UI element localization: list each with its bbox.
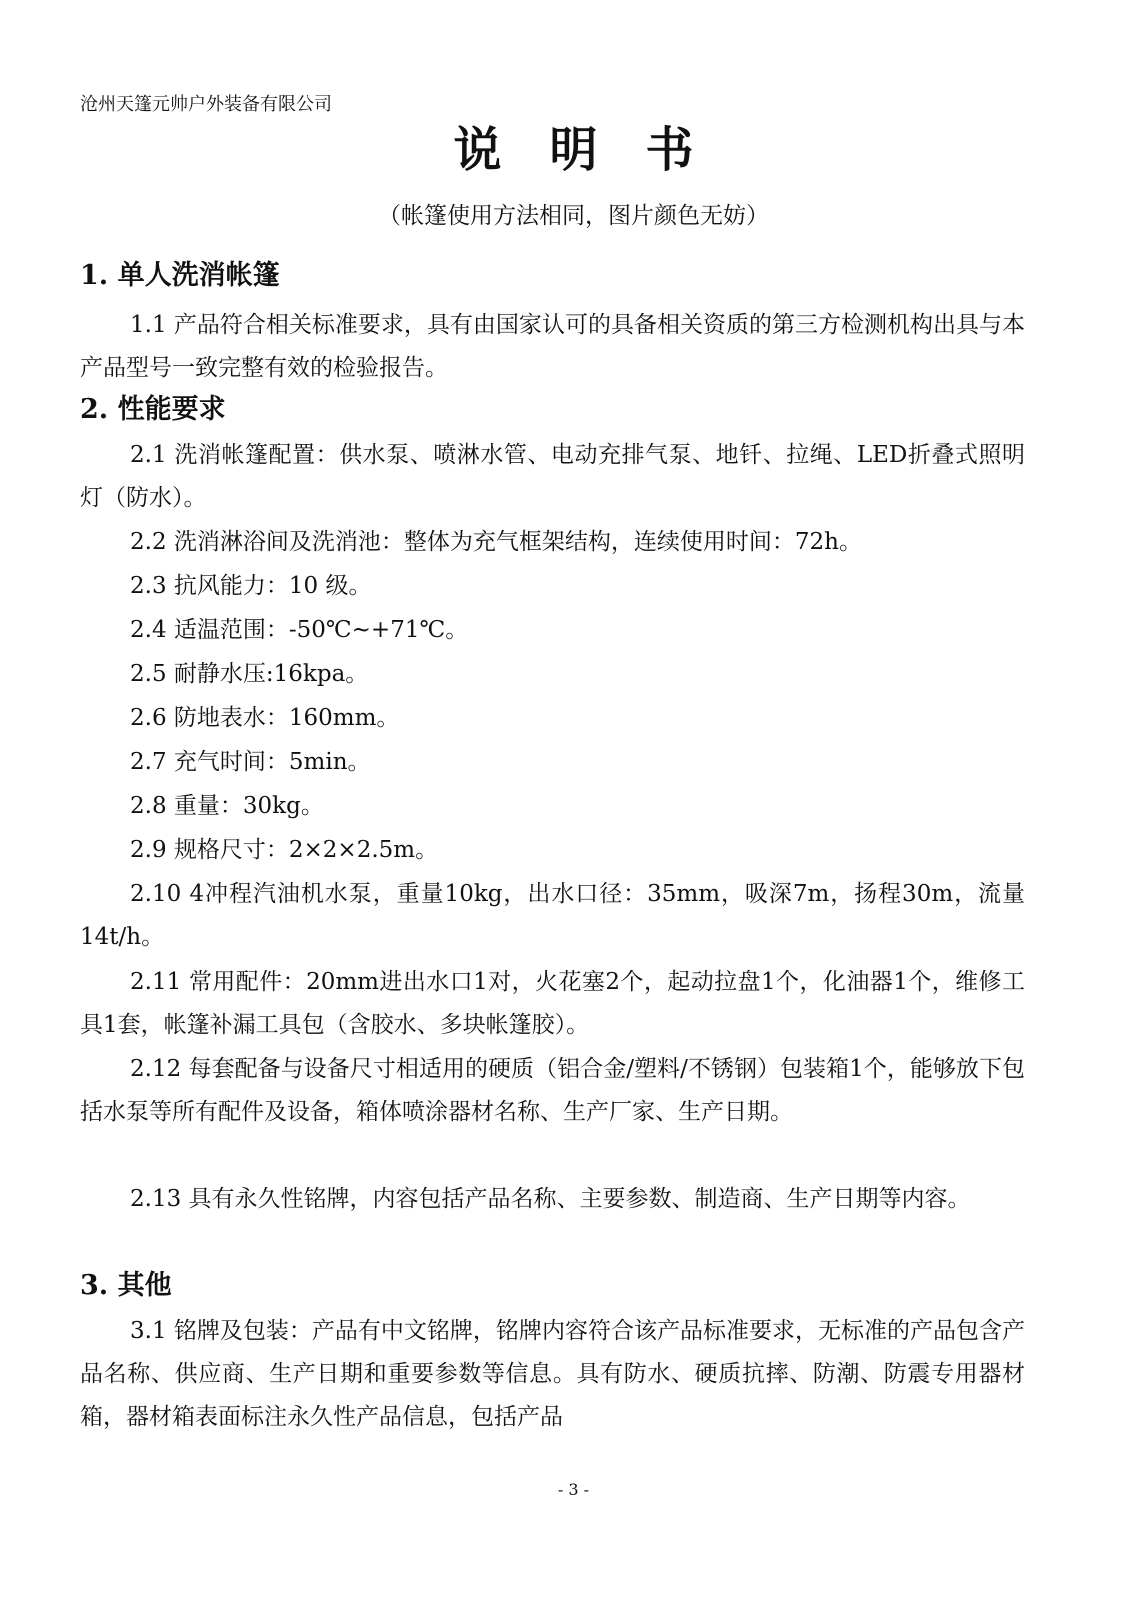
paragraph-2-2: 2.2 洗消淋浴间及洗消池：整体为充气框架结构，连续使用时间：72h。 (130, 529, 862, 555)
paragraph-3-1: 3.1 铭牌及包装：产品有中文铭牌，铭牌内容符合该产品标准要求，无标准的产品包含产品名称、供应商、生产日期和重要参数等信息。具有防水、硬质抗摔、防潮、防震专用器材箱，器材箱表面标注永久性产品信息，包括产品 (80, 1318, 1025, 1430)
paragraph-2-8: 2.8 重量：30kg。 (130, 793, 324, 819)
page-number: - 3 - (557, 1480, 590, 1499)
paragraph-2-3: 2.3 抗风能力：10 级。 (130, 573, 372, 599)
paragraph-2-7: 2.7 充气时间：5min。 (130, 749, 371, 775)
section-2-heading: 2. 性能要求 (80, 394, 226, 425)
company-name: 沧州天篷元帅户外装备有限公司 (80, 94, 332, 115)
paragraph-1-1: 1.1 产品符合相关标准要求，具有由国家认可的具备相关资质的第三方检测机构出具与本产品型号一致完整有效的检验报告。 (80, 312, 1025, 381)
paragraph-2-1: 2.1 洗消帐篷配置：供水泵、喷淋水管、电动充排气泵、地钎、拉绳、LED折叠式照明灯（防水）。 (80, 442, 1025, 511)
paragraph-2-9: 2.9 规格尺寸：2×2×2.5m。 (130, 837, 439, 863)
document-title: 说明书 (453, 122, 742, 178)
section-1-heading: 1. 单人洗消帐篷 (80, 260, 280, 291)
paragraph-2-13: 2.13 具有永久性铭牌，内容包括产品名称、主要参数、制造商、生产日期等内容。 (130, 1186, 971, 1212)
paragraph-2-4: 2.4 适温范围：-50℃~+71℃。 (130, 617, 469, 643)
paragraph-2-10: 2.10 4冲程汽油机水泵，重量10kg，出水口径：35mm，吸深7m，扬程30m，流量14t/h。 (80, 881, 1025, 950)
paragraph-2-12: 2.12 每套配备与设备尺寸相适用的硬质（铝合金/塑料/不锈钢）包装箱1个，能够放下包括水泵等所有配件及设备，箱体喷涂器材名称、生产厂家、生产日期。 (80, 1056, 1025, 1125)
paragraph-2-6: 2.6 防地表水：160mm。 (130, 705, 400, 731)
paragraph-2-5: 2.5 耐静水压:16kpa。 (130, 661, 369, 687)
section-3-heading: 3. 其他 (80, 1270, 172, 1301)
paragraph-2-11: 2.11 常用配件：20mm进出水口1对，火花塞2个，起动拉盘1个，化油器1个，维修工具1套，帐篷补漏工具包（含胶水、多块帐篷胶）。 (80, 969, 1025, 1038)
document-subtitle: （帐篷使用方法相同，图片颜色无妨） (378, 203, 769, 229)
